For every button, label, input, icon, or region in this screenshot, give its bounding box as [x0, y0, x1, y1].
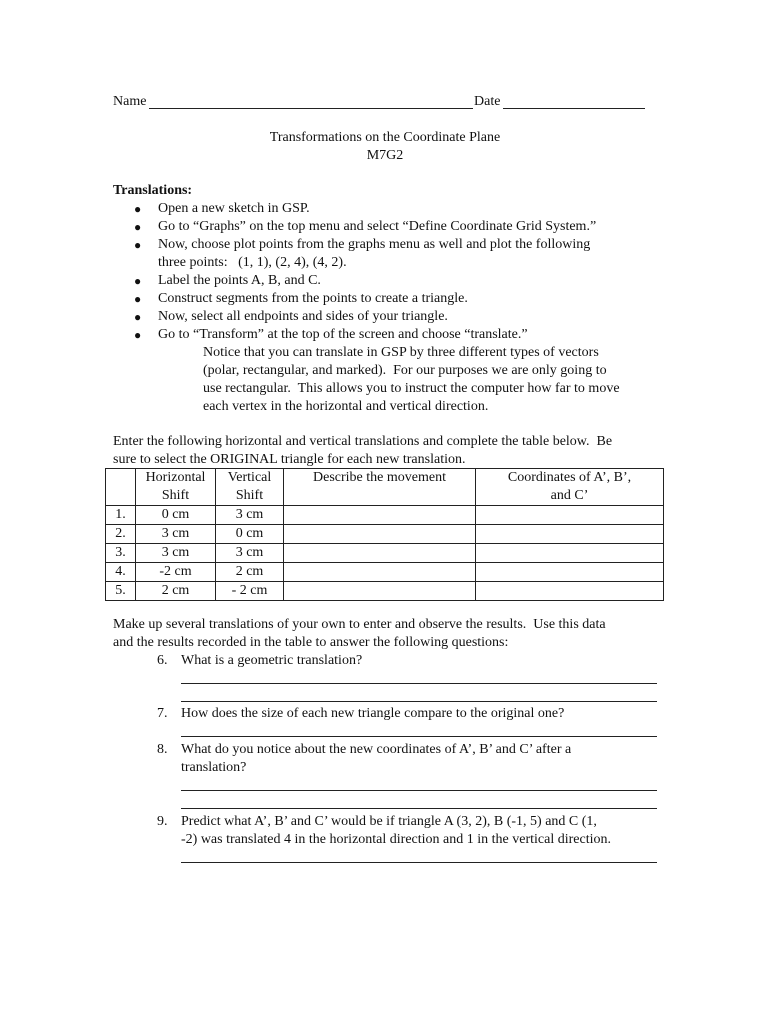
bullet-icon: ●: [134, 220, 142, 234]
question-number: 9.: [157, 814, 168, 829]
name-field[interactable]: [149, 108, 473, 109]
makeup-line: and the results recorded in the table to answer the following questions:: [113, 635, 509, 650]
answer-line[interactable]: [181, 808, 657, 809]
notice-line: use rectangular. This allows you to instruct the computer how far to move: [203, 381, 620, 396]
row-number: 5.: [106, 582, 136, 601]
row-horizontal-shift: -2 cm: [136, 563, 216, 582]
row-horizontal-shift: 3 cm: [136, 525, 216, 544]
bullet-item: Label the points A, B, and C.: [158, 273, 321, 288]
page-title: Transformations on the Coordinate Plane: [269, 130, 501, 145]
question-number: 6.: [157, 653, 168, 668]
table-header-vertical: [216, 469, 284, 506]
bullet-item-continued: three points: (1, 1), (2, 4), (4, 2).: [158, 255, 347, 270]
row-horizontal-shift: 3 cm: [136, 544, 216, 563]
answer-line[interactable]: [181, 683, 657, 684]
row-describe-cell[interactable]: [284, 582, 476, 601]
question-number: 8.: [157, 742, 168, 757]
header-text: and C’: [550, 488, 589, 503]
table-row: [106, 525, 664, 544]
row-describe-cell[interactable]: [284, 506, 476, 525]
question-number: 7.: [157, 706, 168, 721]
bullet-item: Open a new sketch in GSP.: [158, 201, 310, 216]
bullet-icon: ●: [134, 292, 142, 306]
row-number: 4.: [106, 563, 136, 582]
bullet-icon: ●: [134, 310, 142, 324]
table-row: [106, 506, 664, 525]
row-vertical-shift: - 2 cm: [216, 582, 284, 601]
row-coords-cell[interactable]: [476, 563, 664, 582]
row-vertical-shift: 2 cm: [216, 563, 284, 582]
bullet-icon: ●: [134, 202, 142, 216]
row-horizontal-shift: 2 cm: [136, 582, 216, 601]
date-label: Date: [474, 94, 501, 109]
answer-line[interactable]: [181, 701, 657, 702]
row-coords-cell[interactable]: [476, 582, 664, 601]
table-row: [106, 582, 664, 601]
question-text: Predict what A’, B’ and C’ would be if triangle A (3, 2), B (-1, 5) and C (1,: [181, 814, 597, 829]
table-header-num: [106, 469, 136, 506]
table-header-coords: [476, 469, 664, 506]
row-coords-cell[interactable]: [476, 506, 664, 525]
header-text: Coordinates of A’, B’,: [507, 470, 632, 485]
date-field[interactable]: [503, 108, 645, 109]
table-row: [106, 563, 664, 582]
row-number: 2.: [106, 525, 136, 544]
notice-line: each vertex in the horizontal and vertical direction.: [203, 399, 489, 414]
header-text: Shift: [235, 488, 264, 503]
row-horizontal-shift: 0 cm: [136, 506, 216, 525]
header-text: Vertical: [227, 470, 272, 485]
row-describe-cell[interactable]: [284, 525, 476, 544]
page-subtitle: M7G2: [366, 148, 404, 163]
row-coords-cell[interactable]: [476, 544, 664, 563]
row-number: 1.: [106, 506, 136, 525]
instructions-line: sure to select the ORIGINAL triangle for each new translation.: [113, 452, 466, 467]
answer-line[interactable]: [181, 862, 657, 863]
notice-line: Notice that you can translate in GSP by three different types of vectors: [203, 345, 599, 360]
row-vertical-shift: 3 cm: [216, 544, 284, 563]
header-text: Describe the movement: [313, 470, 446, 485]
bullet-item: Go to “Transform” at the top of the screen and choose “translate.”: [158, 327, 528, 342]
row-vertical-shift: 3 cm: [216, 506, 284, 525]
name-label: Name: [113, 94, 147, 109]
row-number: 3.: [106, 544, 136, 563]
header-text: Shift: [161, 488, 190, 503]
translation-table: [105, 468, 664, 601]
section-heading: Translations:: [113, 183, 193, 198]
bullet-icon: ●: [134, 238, 142, 252]
table-row: [106, 544, 664, 563]
question-text: What do you notice about the new coordinates of A’, B’ and C’ after a: [181, 742, 572, 757]
instructions-line: Enter the following horizontal and vertical translations and complete the table below. Be: [113, 434, 613, 449]
bullet-icon: ●: [134, 274, 142, 288]
bullet-item: Go to “Graphs” on the top menu and select “Define Coordinate Grid System.”: [158, 219, 597, 234]
table-header-describe: [284, 469, 476, 506]
bullet-item: Now, select all endpoints and sides of your triangle.: [158, 309, 448, 324]
row-coords-cell[interactable]: [476, 525, 664, 544]
row-describe-cell[interactable]: [284, 544, 476, 563]
makeup-line: Make up several translations of your own to enter and observe the results. Use this data: [113, 617, 606, 632]
question-text-continued: -2) was translated 4 in the horizontal direction and 1 in the vertical direction.: [181, 832, 611, 847]
header-text: Horizontal: [145, 470, 206, 485]
answer-line[interactable]: [181, 736, 657, 737]
bullet-item: Now, choose plot points from the graphs menu as well and plot the following: [158, 237, 591, 252]
bullet-icon: ●: [134, 328, 142, 342]
table-header-horizontal: [136, 469, 216, 506]
question-text: What is a geometric translation?: [181, 653, 363, 668]
question-text: How does the size of each new triangle compare to the original one?: [181, 706, 565, 721]
row-vertical-shift: 0 cm: [216, 525, 284, 544]
question-text-continued: translation?: [181, 760, 247, 775]
row-describe-cell[interactable]: [284, 563, 476, 582]
notice-line: (polar, rectangular, and marked). For our purposes we are only going to: [203, 363, 607, 378]
bullet-item: Construct segments from the points to create a triangle.: [158, 291, 468, 306]
answer-line[interactable]: [181, 790, 657, 791]
table-header-row: [106, 469, 664, 506]
